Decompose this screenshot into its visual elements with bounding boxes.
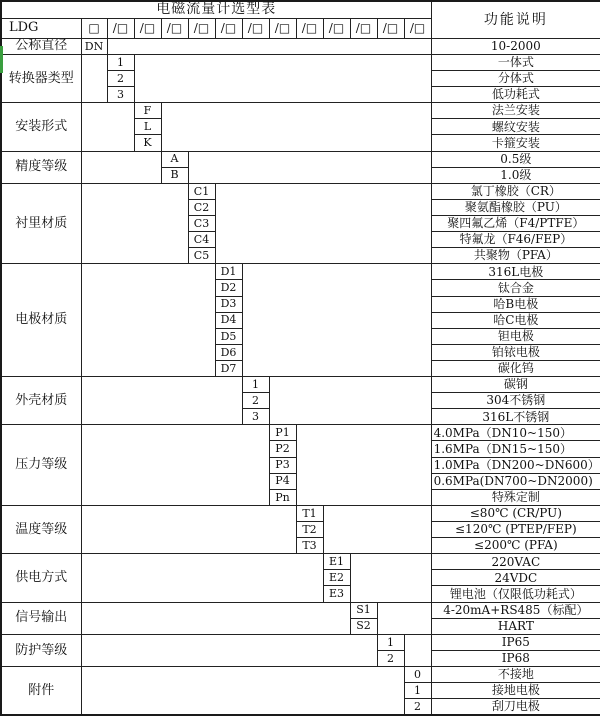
empty-gap-left-electrode-material [81,264,215,377]
row-pressure-rating-P1 [1,425,600,441]
option-code-slot-12: /□ [404,18,431,38]
empty-gap-right-electrode-material [242,264,431,377]
temperature-rating-code-T3: T3 [296,538,323,554]
diameter-code-box: □ [81,18,107,38]
empty-gap-right-liner-material [215,183,431,264]
electrode-material-code-D6: D6 [215,344,242,360]
empty-gap-right-signal-output [377,602,431,634]
housing-material-desc-1: 碳钢 [431,377,600,393]
protection-class-code-1: 1 [377,634,404,650]
pressure-rating-code-P3: P3 [269,457,296,473]
power-supply-desc-E2: 24VDC [431,570,600,586]
category-label-housing-material: 外壳材质 [1,377,81,425]
category-label-electrode-material: 电极材质 [1,264,81,377]
liner-material-desc-C1: 氯丁橡胶（CR） [431,183,600,199]
installation-type-code-K: K [134,135,161,151]
row-power-supply-E1 [1,554,600,570]
category-label-temperature-rating: 温度等级 [1,505,81,553]
power-supply-code-E2: E2 [323,570,350,586]
category-label-installation-type: 安装形式 [1,103,81,151]
accessories-code-0: 0 [404,667,431,683]
housing-material-desc-3: 316L不锈钢 [431,409,600,425]
category-label-accessories: 附件 [1,667,81,715]
category-label-nominal-diameter: 公称直径 [1,38,81,54]
liner-material-code-C5: C5 [188,248,215,264]
accuracy-class-desc-B: 1.0级 [431,167,600,183]
electrode-material-desc-D3: 哈B电极 [431,296,600,312]
installation-type-code-F: F [134,103,161,119]
page-title: 电磁流量计选型表 [1,1,431,18]
empty-gap-left-signal-output [81,602,350,634]
electrode-material-code-D1: D1 [215,264,242,280]
accessories-desc-2: 刮刀电极 [431,699,600,715]
empty-gap-left-installation-type [81,103,134,151]
liner-material-code-C3: C3 [188,215,215,231]
option-code-slot-8: /□ [296,18,323,38]
power-supply-code-E1: E1 [323,554,350,570]
option-code-slot-4: /□ [188,18,215,38]
converter-type-code-2: 2 [107,70,134,86]
temperature-rating-code-T2: T2 [296,522,323,538]
accessories-code-2: 2 [404,699,431,715]
temperature-rating-desc-T2: ≤120℃ (PTEP/FEP) [431,522,600,538]
pressure-rating-desc-P1: 4.0MPa（DN10~150） [431,425,600,441]
option-code-slot-11: /□ [377,18,404,38]
electrode-material-desc-D1: 316L电极 [431,264,600,280]
electrode-material-code-D7: D7 [215,360,242,376]
empty-gap-right-temperature-rating [323,505,431,553]
empty-gap-left-power-supply [81,554,323,602]
empty-gap-right-power-supply [350,554,431,602]
signal-output-desc-S2: HART [431,618,600,634]
empty-gap-left-converter-type [81,54,107,102]
pressure-rating-code-P4: P4 [269,473,296,489]
pressure-rating-code-P2: P2 [269,441,296,457]
housing-material-code-3: 3 [242,409,269,425]
accuracy-class-code-B: B [161,167,188,183]
converter-type-code-3: 3 [107,87,134,103]
row-signal-output-S1 [1,602,600,618]
empty-gap-right-pressure-rating [296,425,431,506]
option-code-slot-10: /□ [350,18,377,38]
temperature-rating-desc-T1: ≤80℃ (CR/PU) [431,505,600,521]
row-nominal-diameter-DN [1,38,600,54]
accessories-desc-0: 不接地 [431,667,600,683]
converter-type-desc-3: 低功耗式 [431,87,600,103]
empty-gap-left-accuracy-class [81,151,161,183]
electrode-material-desc-D7: 碳化钨 [431,360,600,376]
option-code-slot-1: /□ [107,18,134,38]
category-label-pressure-rating: 压力等级 [1,425,81,506]
liner-material-code-C1: C1 [188,183,215,199]
accuracy-class-desc-A: 0.5级 [431,151,600,167]
category-label-accuracy-class: 精度等级 [1,151,81,183]
housing-material-code-2: 2 [242,393,269,409]
electrode-material-desc-D5: 钽电极 [431,328,600,344]
pressure-rating-desc-P3: 1.0MPa（DN200~DN600） [431,457,600,473]
option-code-slot-7: /□ [269,18,296,38]
housing-material-desc-2: 304不锈钢 [431,393,600,409]
row-electrode-material-D1 [1,264,600,280]
empty-gap-right-installation-type [161,103,431,151]
model-prefix: LDG [1,18,81,38]
signal-output-code-S2: S2 [350,618,377,634]
electrode-material-desc-D4: 哈C电极 [431,312,600,328]
option-code-slot-5: /□ [215,18,242,38]
row-protection-class-1 [1,634,600,650]
pressure-rating-desc-P4: 0.6MPa(DN700~DN2000) [431,473,600,489]
signal-output-code-S1: S1 [350,602,377,618]
converter-type-desc-2: 分体式 [431,70,600,86]
empty-gap-left-accessories [81,667,404,715]
electrode-material-desc-D2: 钛合金 [431,280,600,296]
electrode-material-desc-D6: 铂铱电极 [431,344,600,360]
pressure-rating-desc-Pn: 特殊定制 [431,489,600,505]
option-code-slot-6: /□ [242,18,269,38]
empty-gap-right-accuracy-class [188,151,431,183]
installation-type-desc-L: 螺纹安装 [431,119,600,135]
accessories-code-1: 1 [404,683,431,699]
liner-material-desc-C3: 聚四氟乙烯（F4/PTFE） [431,215,600,231]
empty-gap-right-converter-type [134,54,431,102]
converter-type-code-1: 1 [107,54,134,70]
empty-gap-left-liner-material [81,183,188,264]
electrode-material-code-D2: D2 [215,280,242,296]
category-label-liner-material: 衬里材质 [1,183,81,264]
liner-material-desc-C5: 共聚物（PFA） [431,248,600,264]
function-column-header: 功能说明 [431,1,600,38]
row-liner-material-C1 [1,183,600,199]
pressure-rating-code-Pn: Pn [269,489,296,505]
option-code-slot-2: /□ [134,18,161,38]
row-installation-type-F [1,103,600,119]
housing-material-code-1: 1 [242,377,269,393]
electrode-material-code-D3: D3 [215,296,242,312]
power-supply-code-E3: E3 [323,586,350,602]
row-temperature-rating-T1 [1,505,600,521]
temperature-rating-code-T1: T1 [296,505,323,521]
empty-gap-left-housing-material [81,377,242,425]
empty-gap-left-protection-class [81,634,377,666]
liner-material-code-C4: C4 [188,232,215,248]
power-supply-desc-E3: 锂电池（仅限低功耗式） [431,586,600,602]
accessories-desc-1: 接地电极 [431,683,600,699]
temperature-rating-desc-T3: ≤200℃ (PFA) [431,538,600,554]
option-code-slot-9: /□ [323,18,350,38]
row-accuracy-class-A [1,151,600,167]
protection-class-desc-1: IP65 [431,634,600,650]
liner-material-desc-C2: 聚氨酯橡胶（PU） [431,199,600,215]
power-supply-desc-E1: 220VAC [431,554,600,570]
pressure-rating-code-P1: P1 [269,425,296,441]
category-label-power-supply: 供电方式 [1,554,81,602]
pressure-rating-desc-P2: 1.6MPa（DN15~150） [431,441,600,457]
empty-gap-right-housing-material [269,377,431,425]
category-label-converter-type: 转换器类型 [1,54,81,102]
protection-class-code-2: 2 [377,650,404,666]
option-code-slot-3: /□ [161,18,188,38]
installation-type-desc-F: 法兰安装 [431,103,600,119]
protection-class-desc-2: IP68 [431,650,600,666]
empty-gap-left-temperature-rating [81,505,296,553]
row-accessories-0 [1,667,600,683]
title-row [1,1,600,18]
empty-gap-right-nominal-diameter [107,38,431,54]
row-housing-material-1 [1,377,600,393]
electrode-material-code-D5: D5 [215,328,242,344]
converter-type-desc-1: 一体式 [431,54,600,70]
nominal-diameter-desc-DN: 10-2000 [431,38,600,54]
category-label-signal-output: 信号输出 [1,602,81,634]
liner-material-desc-C4: 特氟龙（F46/FEP） [431,232,600,248]
empty-gap-left-pressure-rating [81,425,269,506]
category-label-protection-class: 防护等级 [1,634,81,666]
installation-type-code-L: L [134,119,161,135]
empty-gap-right-protection-class [404,634,431,666]
signal-output-desc-S1: 4-20mA+RS485（标配） [431,602,600,618]
row-converter-type-1 [1,54,600,70]
installation-type-desc-K: 卡箍安装 [431,135,600,151]
nominal-diameter-code-DN: DN [81,38,107,54]
liner-material-code-C2: C2 [188,199,215,215]
accuracy-class-code-A: A [161,151,188,167]
electrode-material-code-D4: D4 [215,312,242,328]
